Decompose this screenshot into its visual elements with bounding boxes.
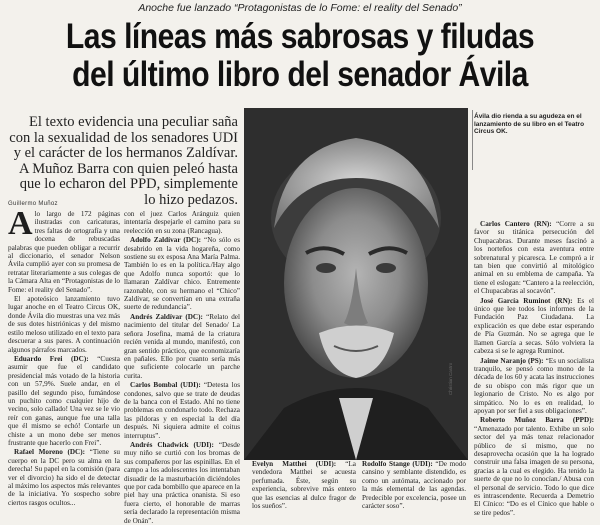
column-3b: [362, 460, 466, 511]
column-4: [474, 220, 595, 517]
col1-p3: [8, 355, 120, 447]
column-1: [8, 205, 120, 507]
senator-name: Andrés Chadwick (UDI):: [130, 440, 214, 449]
quote-text: “Corre a su favor su titánica persecución del Chupacabras. Durante meses fascinó a los norteños con esta aventura entre sobrenatural y picaresca. Le compró a ir tan bien que convirtió al mitológico animal en su emblema de campaña. Ya tiene el eslogan: “Cantero a la reelección, el Chupacabras al socavón”.: [474, 220, 594, 296]
quote-text: “Relato del nacimiento del titular del Senado/ La señora Josefina, mamá de la criatura recién venida al mundo, manifestó, con gran sentido práctico, que economizaría en pañales. Ello por cuanto sería más que suficiente colocarle un parche curita.: [124, 312, 240, 380]
quote-text: “Detesta los condones, salvo que se trate de deudas de la banca con el Estado. Ahí no tiene problemas en condonarlo todo. Rechaza las píldoras y en especial la del día después. Ni siquiera admite el coitus interruptus”.: [124, 381, 240, 440]
caption-rule: [472, 110, 473, 170]
col3a-p: [252, 460, 356, 510]
col1-p1: lo largo de 172 páginas ilustradas con caricaturas, tres faltas de ortografía y una docena de rebuscadas palabras que pueden obligar a recurrir al diccionario, el senador Nelson Ávila cumplió ayer con su promesa de retratar literariamente a sus colegas de la Cámara Alta en “Protagonistas de lo Fome: el reality del Senado”.: [8, 210, 120, 294]
senator-name: Carlos Bombal (UDI):: [130, 381, 201, 390]
col2-p2: [124, 313, 240, 380]
portrait-illustration: [244, 108, 468, 460]
senator-name: Eduardo Frei (DC):: [14, 354, 89, 363]
senator-name: Adolfo Zaldívar (DC):: [130, 236, 201, 245]
kicker: Anoche fue lanzado “Protagonistas de lo Fome: el reality del Senado”: [138, 2, 462, 14]
quote-text: Es el único que lee todos los informes de la Fundación Paz Ciudadana. La explicación es que debe estar esperando de Pía Guzmán. No se agrega que le llamen García a secas. Sólo volviera la cabeza si se le agrega Ruminot.: [474, 296, 595, 356]
senator-name: Roberto Muñoz Barra (PPD):: [480, 416, 594, 425]
quote-text: “Desde muy niño se curtió con los bromas de sus compañeros por las espinillas. En el campo a los adolescentes los intentaban disuadir de la masturbación diciéndoles que por cada bombillo que aparece en la piel hay una práctica onanista. Si eso fuera cierto, el honorable de marras sería declarado la representación misma de Onán”.: [124, 440, 240, 525]
photo-caption: Ávila dio rienda a su agudeza en el lanzamiento de su libro en el Teatro Circus OK.: [474, 113, 585, 135]
byline: Guillermo Muñoz: [8, 201, 58, 207]
col3b-p: [362, 460, 466, 510]
senator-name: Evelyn Matthei (UDI):: [252, 460, 337, 468]
quote-text: “Amenazado por talento. Exhibe un solo sector del ya más tenaz relacionador público de sí mismo, que no desaprovecha ocasión que la ha logrado construir una falsa imagen de su persona, gracias a la cual es elegido. Ha tenido la suerte de que no lo conocían./ Abusa con el personal de servicio. Todo lo que dice es intrascendente. Recuerda a Demetrio El Cínico: “Do es el Cínico que hable o se tire pedos”.: [474, 424, 594, 517]
col4-p1: [474, 220, 594, 296]
col2-p1: [124, 236, 240, 312]
col2-p4: [124, 441, 240, 525]
senator-portrait-photo: [244, 108, 468, 460]
col2-p0: con el juez Carlos Aránguiz quien intentaría despejarle el camino para su reelección en su zona (Rancagua).: [124, 210, 240, 235]
senator-name: José García Ruminot (RN):: [480, 296, 573, 305]
senator-name: Andrés Zaldívar (DC):: [130, 312, 203, 321]
quote-text: “De modo cansino y semblante distendido, es como un autómata, accionado por la más elemental de las agendas. Predecible por excelencia, posee un carácter soso”.: [362, 460, 466, 511]
headline-line-1: Las líneas más sabrosas y filudas: [65, 17, 535, 56]
photo-credit: Christian Castro: [448, 362, 453, 395]
col4-p2: [474, 297, 594, 356]
col4-p4: [474, 416, 594, 517]
senator-name: Carlos Cantero (RN):: [480, 220, 552, 228]
col2-p3: [124, 381, 240, 440]
col4-p3: [474, 357, 594, 416]
deck: El texto evidencia una peculiar saña con la sexualidad de los senadores UDI y el carácter de los hermanos Zaldívar. A Muñoz Barra con quien peleó hasta que lo echaron del PPD, simplemente lo hizo pedazos.: [9, 114, 238, 208]
quote-text: “Tiene su cuerpo en la DC pero su alma en la derecha! Su papel en la comisión (para ver el divorcio) ha sido el de detectar al máximo los aspectos más relevantes de la iniciativa. Yo sospecho sobre ciertos rasgos ocultos...: [8, 448, 120, 507]
quote-text: “Es un socialista tranquilo, se pensó como mono de la década de los 60 y acata las instrucciones de su obispo con más rigor que un legionario de Cristo. No es algo por simpático. No lo es en realidad, lo apoyan por ser fiel a sus obligaciones”.: [474, 356, 595, 415]
headline-line-2: del último libro del senador Ávila: [72, 55, 528, 94]
senator-name: Rafael Moreno (DC):: [14, 448, 86, 457]
column-3a: [252, 460, 356, 511]
dropcap: A: [8, 205, 33, 242]
quote-text: “La vendedora Matthei se acuesta perfumada. Éste, según su experiencia, sobrevive más entero que las esencias al dulce fragor de los sueños”.: [252, 460, 356, 511]
senator-name: Jaime Naranjo (PS):: [480, 356, 544, 365]
headline: [42, 18, 558, 94]
senator-name: Rodolfo Stange (UDI):: [362, 460, 433, 468]
col1-intro: [8, 205, 120, 294]
quote-text: “No sólo es desabrido en la vida hogareña, como sostiene su ex esposa Ana María Palma. También lo es en la política./Hay algo que Adolfo nunca soportó: que lo llamaran Zaldívar chico. Entremente razonable, con su hermano el “Chico” Zaldívar, se convertían en una extraña suerte de redundancia”.: [124, 236, 240, 312]
col1-p2: El apoteósico lanzamiento tuvo lugar anoche en el Teatro Circus OK, donde Ávila dio muestras una vez más de sus dotes histriónicas y del mismo estilo meloso utilizado en el texto para descuerar a sus pares. A continuación algunos párrafos marcados.: [8, 295, 120, 354]
column-2: [124, 210, 240, 525]
col1-p4: [8, 448, 120, 507]
quote-text: “Cuesta asumir que fue el candidato presidencial más votado de la historia con un 57,9%. Suele andar, en el pasillo del segundo piso, fumándose un puchito como cualquier hijo de vecino, solo callado! Una vez se le vio reír con ganas, aunque fue una talla que él mismo se echó! Contarle un chiste a un mono debe ser menos frustrante que hacerlo con Frei”.: [8, 354, 120, 447]
